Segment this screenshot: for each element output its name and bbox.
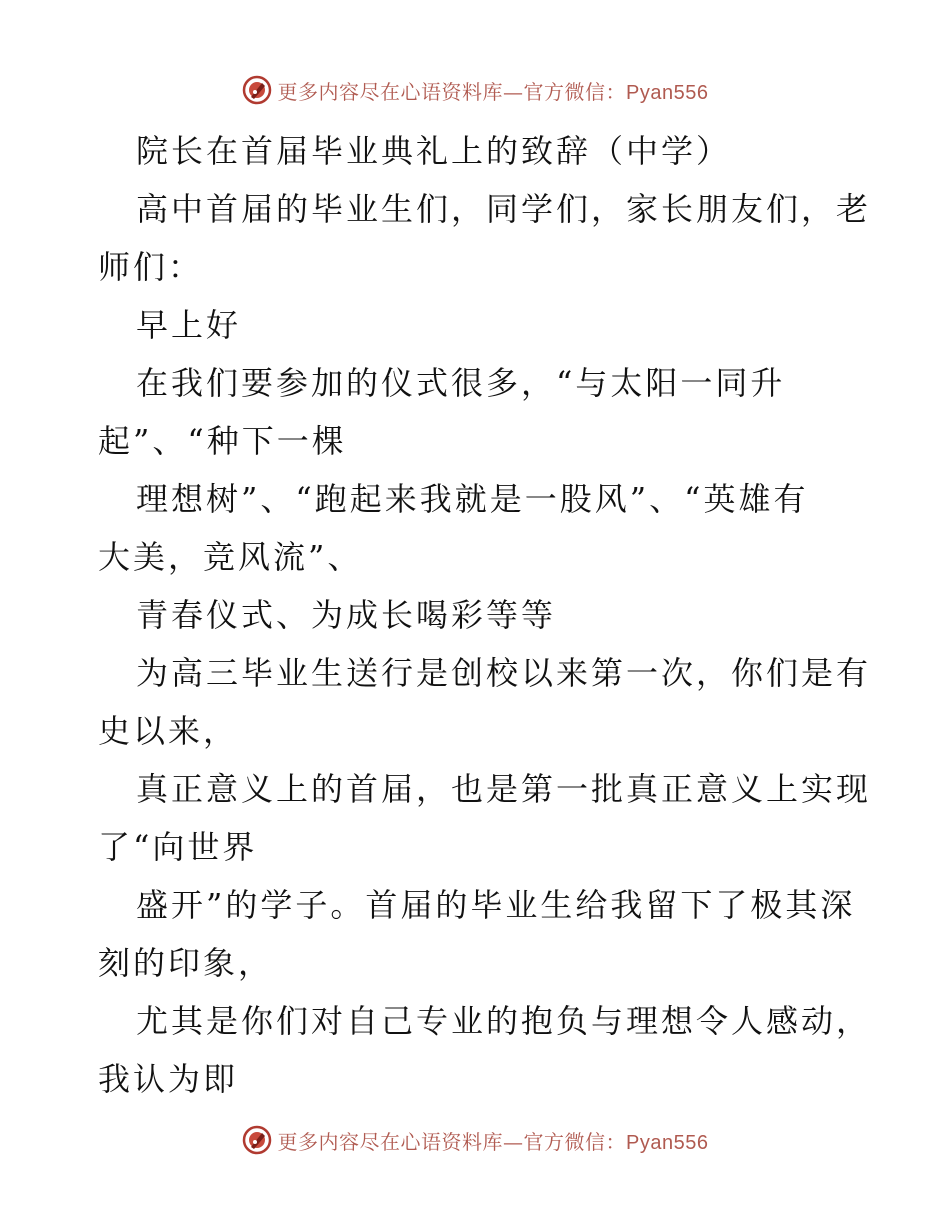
text-line: 我认为即 [98, 1060, 239, 1098]
text-line: 青春仪式、为成长喝彩等等 [136, 596, 557, 634]
pen-logo-icon [242, 75, 272, 105]
text-line: 刻的印象， [98, 944, 274, 982]
text-line: 高中首届的毕业生们，同学们，家长朋友们，老 [136, 190, 872, 228]
footer-watermark [0, 1120, 950, 1160]
watermark-text [278, 76, 709, 105]
text-line: 理想树”、“跑起来我就是一股风”、“英雄有 [136, 480, 809, 518]
pen-logo-icon [242, 1125, 272, 1155]
document-body [98, 122, 872, 1108]
watermark-wechat-id: Pyan556 [626, 1131, 709, 1154]
text-line: 早上好 [136, 306, 242, 344]
text-line: 为高三毕业生送行是创校以来第一次，你们是有 [136, 654, 872, 692]
text-line: 在我们要参加的仪式很多，“与太阳一同升 [136, 364, 786, 402]
text-line: 真正意义上的首届，也是第一批真正意义上实现 [136, 770, 872, 808]
header-watermark [0, 70, 950, 110]
text-line: 尤其是你们对自己专业的抱负与理想令人感动， [136, 1002, 872, 1040]
text-line: 师们： [98, 248, 204, 286]
watermark-wechat-id: Pyan556 [626, 81, 709, 104]
text-line: 起”、“种下一棵 [98, 422, 347, 460]
watermark-text [278, 1126, 709, 1155]
text-line: 了“向世界 [98, 828, 258, 866]
watermark-label: 更多内容尽在心语资料库—官方微信： [277, 79, 627, 104]
text-line: 史以来， [98, 712, 239, 750]
text-line: 盛开”的学子。首届的毕业生给我留下了极其深 [136, 886, 856, 924]
watermark-label: 更多内容尽在心语资料库—官方微信： [277, 1129, 627, 1154]
document-title: 院长在首届毕业典礼上的致辞（中学） [136, 132, 732, 170]
text-line: 大美，竞风流”、 [98, 538, 363, 576]
